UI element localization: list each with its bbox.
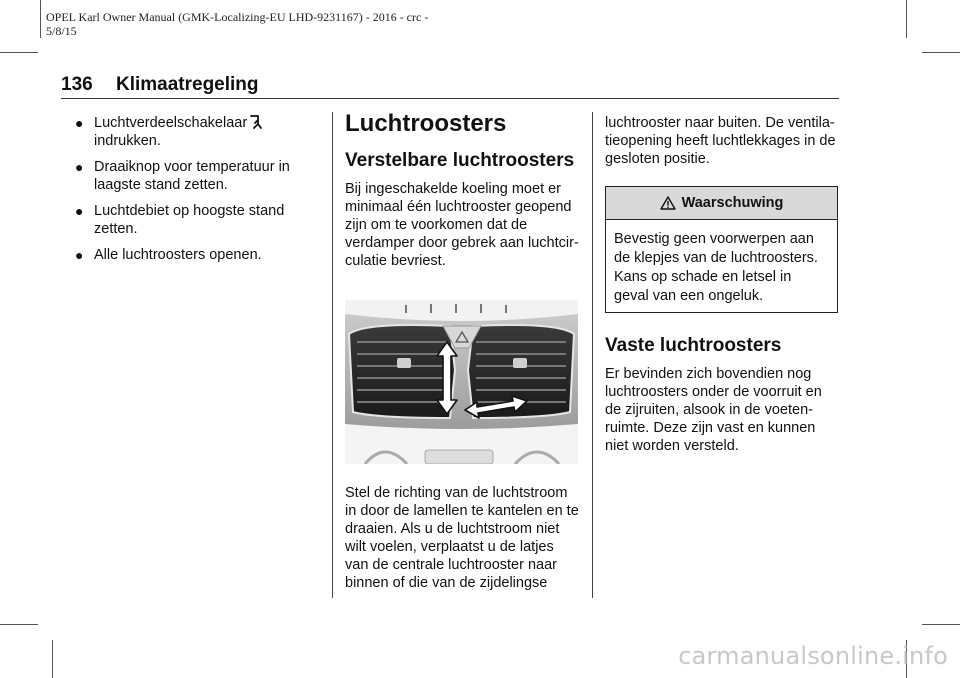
bullet-dot: ● (75, 203, 84, 219)
bullet-text: Draaiknop voor temperatuur in laagste stand zetten. (94, 159, 290, 193)
bullet-text: Luchtdebiet op hoogste stand zetten. (94, 203, 285, 237)
warning-text: Bevestig geen voorwerpen aan de klepjes van de luchtroosters. Kans op schade en letsel in geval van een ongeluk. (614, 231, 818, 304)
bullet-dot: ● (75, 115, 84, 131)
page-heading (61, 74, 259, 96)
crop-mark (40, 0, 41, 38)
document-meta (46, 10, 428, 38)
paragraph: Er bevinden zich bovendien nog luchtroosters onder de voorruit en de zijruiten, alsook in de voeten-ruimte. Deze zijn vast en kunnen niet worden versteld. (605, 366, 822, 454)
crop-mark (922, 624, 960, 625)
crop-mark (52, 640, 53, 678)
column-divider (592, 112, 593, 598)
heading-rule (61, 98, 839, 99)
list-item (61, 202, 316, 238)
column-divider (332, 112, 333, 598)
warning-icon (660, 196, 676, 210)
chapter-title: Klimaatregeling (115, 74, 259, 95)
column-3 (605, 114, 838, 455)
list-item (61, 246, 316, 264)
warning-title: Waarschuwing (681, 195, 784, 211)
column-1 (61, 114, 316, 272)
bullet-dot: ● (75, 247, 84, 263)
crop-mark (0, 624, 38, 625)
center-air-vents-photo (345, 300, 578, 464)
page-number: 136 (61, 74, 93, 95)
air-distribution-feet-icon (250, 114, 262, 130)
meta-line: 5/8/15 (46, 24, 77, 38)
list-item (61, 158, 316, 194)
paragraph: Stel de richting van de luchtstroom in door de lamellen te kantelen en te draaien. Als u de luchtstroom niet wilt voelen, verplaatst u de latjes van de centrale luchtrooster naar binnen of die van de zijdelingse (345, 485, 579, 591)
warning-box (605, 186, 838, 313)
crop-mark (906, 0, 907, 38)
crop-mark (922, 52, 960, 53)
bullet-text: Luchtverdeelschakelaar (94, 115, 248, 131)
paragraph: Bij ingeschakelde koeling moet er minimaal één luchtrooster geopend zijn om te voorkomen dat de verdamper door gebrek aan luchtcir-culatie bevriest. (345, 181, 579, 269)
watermark: carmanualsonline.info (678, 642, 948, 670)
meta-line: OPEL Karl Owner Manual (GMK-Localizing-EU LHD-9231167) - 2016 - crc - (46, 10, 429, 24)
bullet-text: indrukken. (94, 133, 161, 149)
list-item (61, 114, 316, 150)
subsection-title: Verstelbare luchtroosters (345, 150, 575, 171)
bullet-list (61, 114, 316, 264)
crop-mark (0, 52, 38, 53)
section-title: Luchtroosters (345, 110, 507, 137)
warning-header (606, 187, 837, 220)
bullet-dot: ● (75, 159, 84, 175)
paragraph: luchtrooster naar buiten. De ventila-tieopening heeft luchtlekkages in de gesloten positie. (605, 115, 836, 167)
column-2 (345, 110, 581, 592)
bullet-text: Alle luchtroosters openen. (94, 247, 262, 263)
subsection-title: Vaste luchtroosters (605, 335, 782, 356)
